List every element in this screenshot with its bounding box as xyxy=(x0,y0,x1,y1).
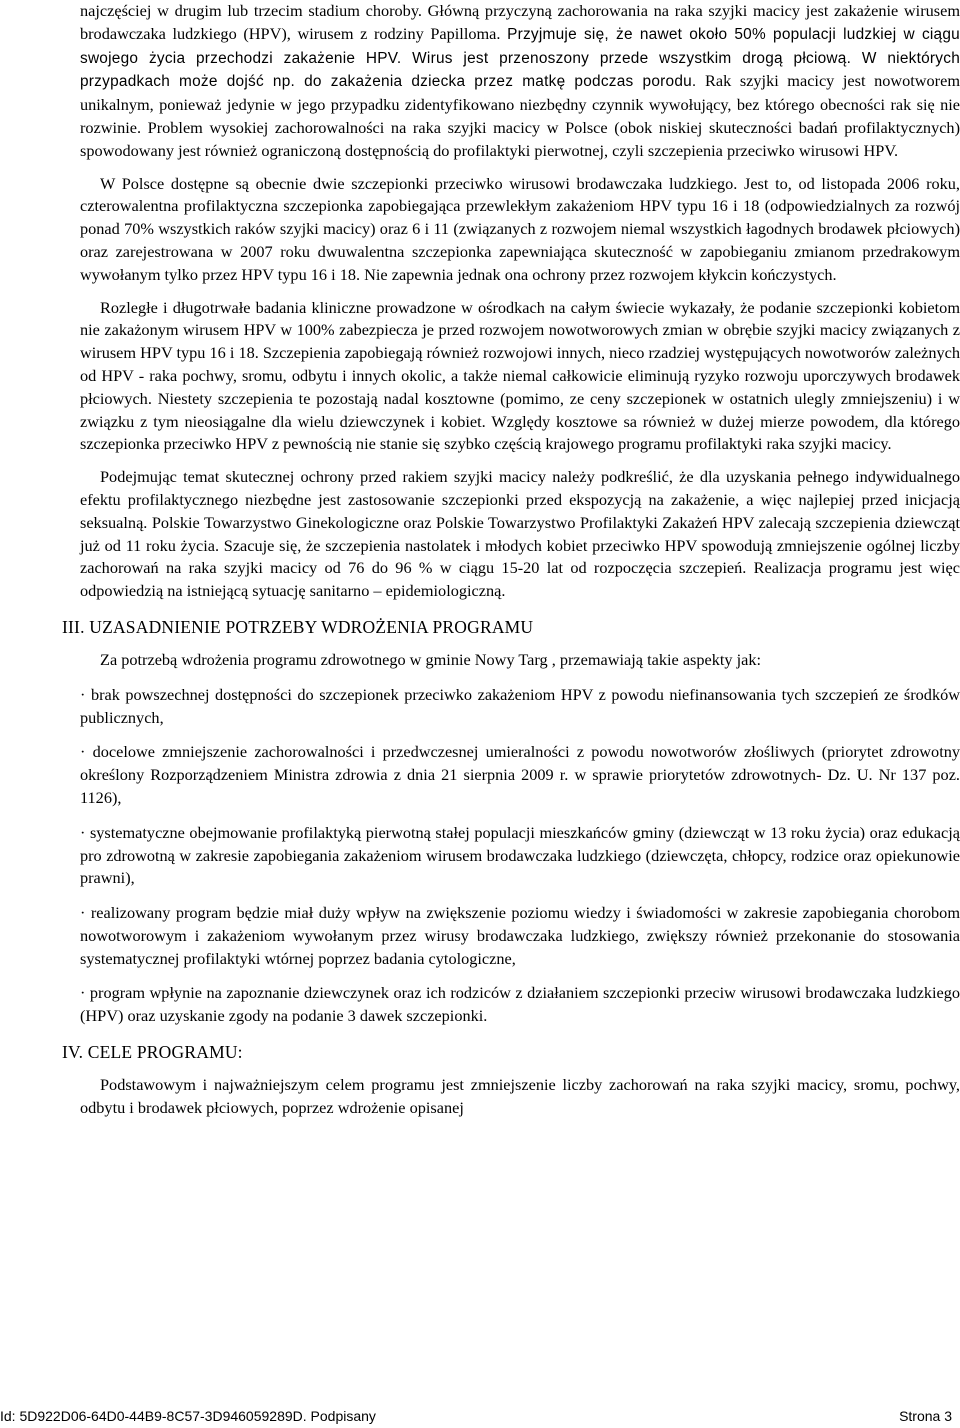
rationale-bullet: · brak powszechnej dostępności do szczepionek przeciwko zakażeniom HPV z powodu niefinansowania tych szczepień ze środków publicznych, xyxy=(80,684,960,727)
rationale-bullet: · systematyczne obejmowanie profilaktyką pierwotną stałej populacji mieszkańców gminy (dziewcząt w 13 roku życia) oraz edukacją pro zdrowotną w zakresie zapobiegania zakażeniom wirusem brodawczaka ludzkiego (dziewczęta, chłopcy, rodzice oraz opiekunowie prawni), xyxy=(80,822,960,888)
rationale-bullet: · program wpłynie na zapoznanie dziewczynek oraz ich rodziców z działaniem szczepionki przeciw wirusowi brodawczaka ludzkiego (HPV) oraz uzyskanie zgody na podanie 3 dawek szczepionki. xyxy=(80,983,960,1026)
section-heading-goals: IV. CELE PROGRAMU: xyxy=(62,1042,243,1063)
paragraph-hpv-intro xyxy=(80,0,960,163)
page-number: Strona 3 xyxy=(899,1408,952,1424)
page-footer xyxy=(0,1405,960,1427)
paragraph-vaccines: W Polsce dostępne są obecnie dwie szczepionki przeciwko wirusowi brodawczaka ludzkiego. Jest to, od listopada 2006 roku, czterowalentna profilaktyczna szczepionka zapobiegająca przewlekłym zakażeniom HPV typu 16 i 18 (odpowiedzialnych za rozwój ponad 70% wszystkich raków szyjki macicy) oraz 6 i 11 (związanych z rozwojem niemal wszystkich łagodnych brodawek płciowych) oraz zarejestrowana w 2007 roku dwuwalentna szczepionka zapewniająca skuteczność w zapobieganiu zmianom przedrakowym wywołanym tylko przez HPV typu 16 i 18. Nie zapewnia jednak ona ochrony przez rozwojem kłykcin kończystych. xyxy=(80,173,960,284)
paragraph-clinical-trials: Rozległe i długotrwałe badania kliniczne prowadzone w ośrodkach na całym świecie wykazały, że podanie szczepionki kobietom nie zakażonym wirusem HPV w 100% zabezpiecza je przed rozwojem nowotworowych zmian w obrębie szyjki macicy związanych z wirusem HPV typu 16 i 18. Szczepienia zapobiegają również rozwojowi innych, nieco rzadziej występujących nowotworów zależnych od HPV - raka pochwy, sromu, odbytu i innych okolic, a także niemal całkowicie eliminują ryzyko rozwoju uporczywych brodawek płciowych. Niestety szczepienia te pozostają nadal kosztowne (pomimo, ze ceny szczepionek w ostatnich ulegly zmniejszeniu) i w związku z tym nieosiągalne dla wielu dziewczynek i kobiet. Względy kosztowe sa również w dużej mierze powodem, dla którego szczepionka przeciwko HPV z pewnością nie stanie się szybko częścią krajowego programu profilaktyki raka szyjki macicy. xyxy=(80,297,960,454)
section-heading-rationale: III. UZASADNIENIE POTRZEBY WDROŻENIA PROGRAMU xyxy=(62,616,534,637)
text-serif-a: najczęściej w drugim lub trzecim stadium choroby. Główną przyczyną zachorowania na raka szyjki macicy jest zakażenie wirusem brodawczaka ludzkiego (HPV), wirusem z rodziny Papilloma. xyxy=(80,1,960,43)
text-serif-b: Rak szyjki macicy jest nowotworem unikalnym, ponieważ jedynie w jego przypadku zidentyfikowano niezbędny czynnik wywołujący, bez którego obecności rak się nie rozwinie. Problem wysokiej zachorowalności na raka szyjki macicy w Polsce (obok niskiej skuteczności badań profilaktycznych) spowodowany jest również ograniczoną dostępnością do profilaktyki pierwotnej, czyli szczepienia przeciwko wirusowi HPV. xyxy=(80,71,960,160)
rationale-bullet: · realizowany program będzie miał duży wpływ na zwiększenie poziomu wiedzy i świadomości w zakresie zapobiegania chorobom nowotworowym i zakażeniom wywołanym przez wirusy brodawczaka ludzkiego, zwiększy również przekonanie do stosowania systematycznej profilaktyki wtórnej poprzez badania cytologiczne, xyxy=(80,903,960,968)
document-id: Id: 5D922D06-64D0-44B9-8C57-3D946059289D. Podpisany xyxy=(0,1408,376,1424)
page-content xyxy=(62,0,960,1120)
rationale-intro: Za potrzebą wdrożenia programu zdrowotnego w gminie Nowy Targ , przemawiają takie aspekty jak: xyxy=(100,649,762,669)
paragraph-protection: Podejmując temat skutecznej ochrony przed rakiem szyjki macicy należy podkreślić, że dla uzyskania pełnego indywidualnego efektu profilaktycznego niezbędne jest zastosowanie szczepionki przed ekspozycją na zakażenie, a więc najlepiej przed inicjacją seksualną. Polskie Towarzystwo Ginekologiczne oraz Polskie Towarzystwo Profilaktyki Zakażeń HPV zalecają szczepienia dziewcząt już od 11 roku życia. Szacuje się, że szczepienia nastolatek i młodych kobiet przeciwko HPV spowodują zmniejszenie ogólnej liczby zachorowań na raka szyjki macicy od 76 do 96 % w ciągu 15-20 lat od rozpoczęcia szczepień. Realizacja programu jest więc odpowiedzią na istniejącą sytuację sanitarno – epidemiologiczną. xyxy=(80,467,960,601)
goals-intro: Podstawowym i najważniejszym celem programu jest zmniejszenie liczby zachorowań na raka szyjki macicy, sromu, pochwy, odbytu i brodawek płciowych, poprzez wdrożenie opisanej xyxy=(80,1075,960,1117)
rationale-bullet: · docelowe zmniejszenie zachorowalności i przedwczesnej umieralności z powodu nowotworów złośliwych (priorytet zdrowotny określony Rozporządzeniem Ministra zdrowia z dnia 21 sierpnia 2009 r. w sprawie priorytetów zdrowotnych- Dz. U. Nr 137 poz. 1126), xyxy=(80,742,960,807)
text-sans: Przyjmuje się, że nawet około 50% populacji ludzkiej w ciągu swojego życia przechodzi zakażenie HPV. Wirus jest przenoszony przede wszystkim drogą płciową. W niektórych przypadkach może dojść np. do zakażenia dziecka przez matkę podczas porodu. xyxy=(80,25,960,91)
